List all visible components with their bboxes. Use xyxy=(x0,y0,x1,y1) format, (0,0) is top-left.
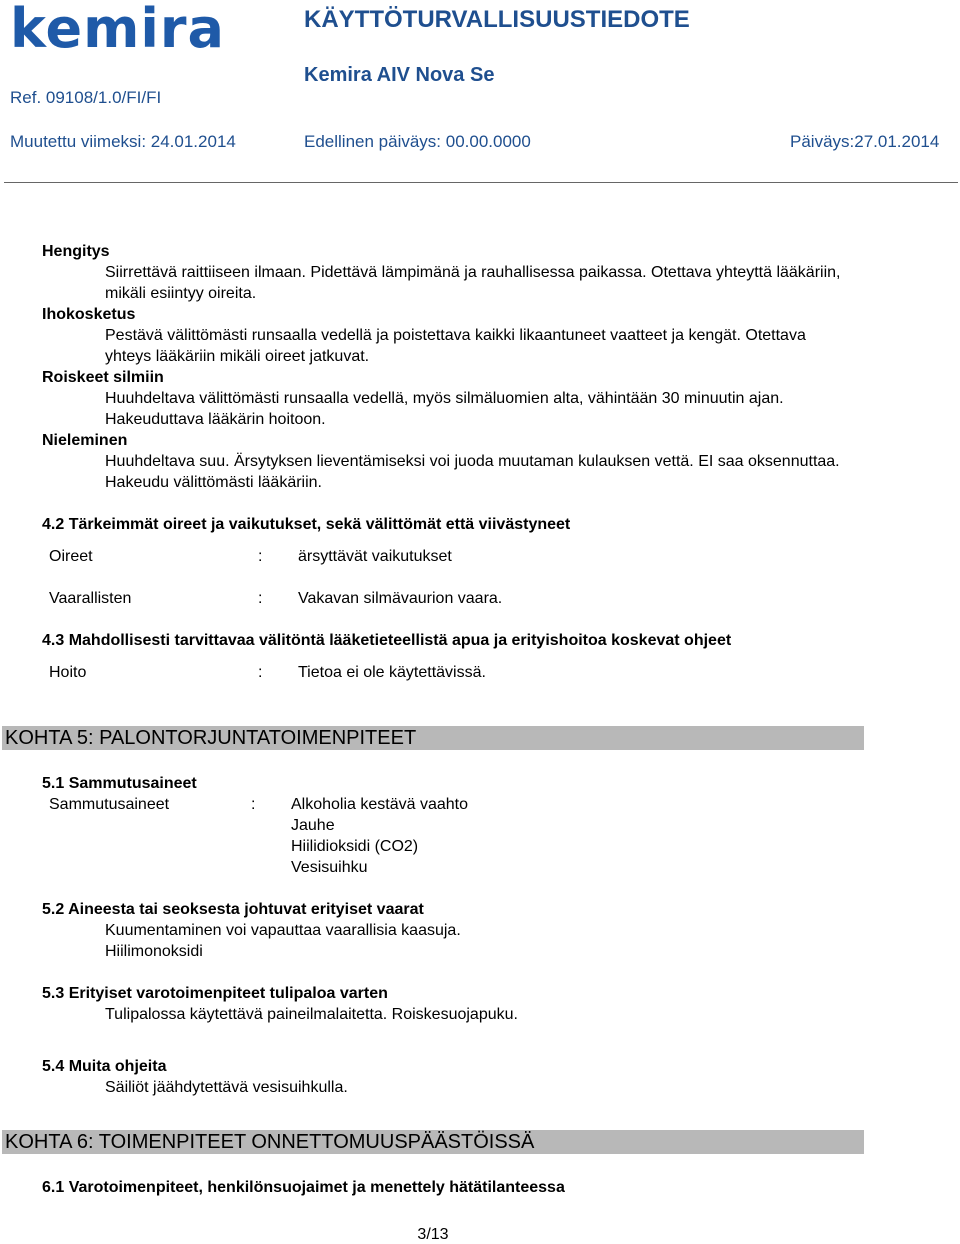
section-4-2-heading: 4.2 Tärkeimmät oireet ja vaikutukset, sekä välittömät että viivästyneet xyxy=(42,516,571,533)
page-number: 3/13 xyxy=(417,1226,449,1243)
document-title: KÄYTTÖTURVALLISUUSTIEDOTE xyxy=(304,6,690,33)
extinguishing-value-3: Hiilidioksidi (CO2) xyxy=(291,838,419,855)
other-advice-text: Säiliöt jäähdytettävä vesisuihkulla. xyxy=(105,1079,348,1096)
symptoms-separator: : xyxy=(258,548,263,565)
treatment-value: Tietoa ei ole käytettävissä. xyxy=(298,664,486,681)
extinguishing-label: Sammutusaineet xyxy=(49,796,170,813)
special-hazards-text-1: Kuumentaminen voi vapauttaa vaarallisia kaasuja. xyxy=(105,922,461,939)
hazards-label: Vaarallisten xyxy=(49,590,132,607)
skin-heading: Ihokosketus xyxy=(42,306,136,323)
hazards-value: Vakavan silmävaurion vaara. xyxy=(298,590,503,607)
eyes-text-1: Huuhdeltava välittömästi runsaalla vedellä, myös silmäluomien alta, vähintään 30 minuutin ajan. xyxy=(105,390,784,407)
swallow-text-1: Huuhdeltava suu. Ärsytyksen lieventämiseksi voi juoda muutaman kulauksen vettä. EI saa oksennuttaa. xyxy=(105,453,840,470)
breathing-heading: Hengitys xyxy=(42,243,110,260)
swallow-heading: Nieleminen xyxy=(42,432,128,449)
section-5-title: KOHTA 5: PALONTORJUNTATOIMENPITEET xyxy=(5,727,417,749)
extinguishing-value-4: Vesisuihku xyxy=(291,859,368,876)
reference: Ref. 09108/1.0/FI/FI xyxy=(10,88,162,107)
extinguishing-value-1: Alkoholia kestävä vaahto xyxy=(291,796,468,813)
extinguishing-value-2: Jauhe xyxy=(291,817,335,834)
symptoms-label: Oireet xyxy=(49,548,93,565)
product-name: Kemira AIV Nova Se xyxy=(304,64,495,86)
firefighter-advice-text: Tulipalossa käytettävä paineilmalaitetta. Roiskesuojapuku. xyxy=(105,1006,518,1023)
hazards-separator: : xyxy=(258,590,263,607)
section-6-title: KOHTA 6: TOIMENPITEET ONNETTOMUUSPÄÄSTÖISSÄ xyxy=(5,1131,535,1153)
swallow-text-2: Hakeudu välittömästi lääkäriin. xyxy=(105,474,322,491)
section-4-3-heading: 4.3 Mahdollisesti tarvittavaa välitöntä lääketieteellistä apua ja erityishoitoa koskevat ohjeet xyxy=(42,632,732,649)
section-6-bar xyxy=(2,1130,864,1154)
skin-text-2: yhteys lääkäriin mikäli oireet jatkuvat. xyxy=(105,348,370,365)
header-divider xyxy=(4,182,958,183)
skin-text-1: Pestävä välittömästi runsaalla vedellä ja poistettava kaikki likaantuneet vaatteet ja kengät. Otettava xyxy=(105,327,806,344)
treatment-separator: : xyxy=(258,664,263,681)
section-5-3-heading: 5.3 Erityiset varotoimenpiteet tulipaloa varten xyxy=(42,985,388,1002)
section-6-1-heading: 6.1 Varotoimenpiteet, henkilönsuojaimet ja menettely hätätilanteessa xyxy=(42,1179,565,1196)
breathing-text-1: Siirrettävä raittiiseen ilmaan. Pidettävä lämpimänä ja rauhallisessa paikassa. Otettava yhteyttä lääkäriin, xyxy=(105,264,841,281)
special-hazards-text-2: Hiilimonoksidi xyxy=(105,943,203,960)
section-5-bar xyxy=(2,726,864,750)
treatment-label: Hoito xyxy=(49,664,87,681)
previous-date: Edellinen päiväys: 00.00.0000 xyxy=(304,132,531,151)
section-5-4-heading: 5.4 Muita ohjeita xyxy=(42,1058,167,1075)
issue-date: Päiväys:27.01.2014 xyxy=(790,132,940,151)
section-5-1-heading: 5.1 Sammutusaineet xyxy=(42,775,197,792)
extinguishing-separator: : xyxy=(251,796,256,813)
breathing-text-2: mikäli esiintyy oireita. xyxy=(105,285,257,302)
modified-date: Muutettu viimeksi: 24.01.2014 xyxy=(10,132,236,151)
symptoms-value: ärsyttävät vaikutukset xyxy=(298,548,452,565)
kemira-logo: kemira xyxy=(10,0,225,60)
eyes-heading: Roiskeet silmiin xyxy=(42,369,164,386)
eyes-text-2: Hakeuduttava lääkärin hoitoon. xyxy=(105,411,326,428)
section-5-2-heading: 5.2 Aineesta tai seoksesta johtuvat erityiset vaarat xyxy=(42,901,424,918)
